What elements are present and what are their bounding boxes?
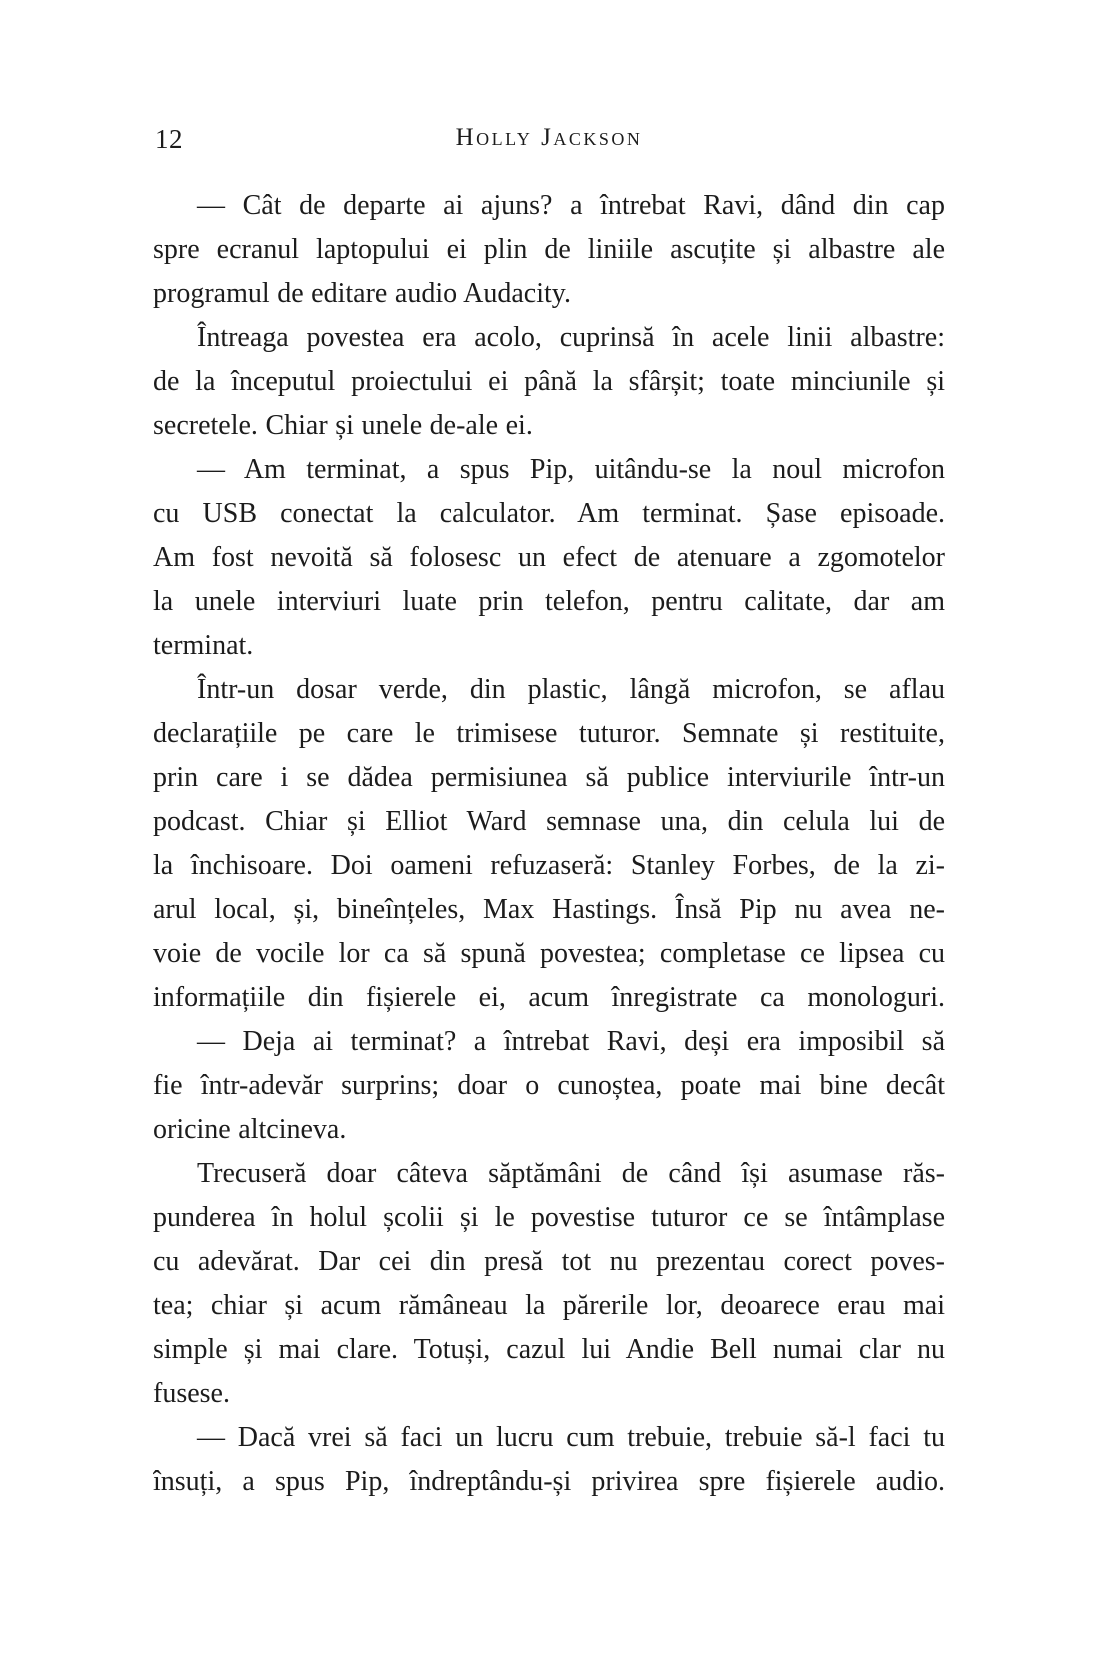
body-line: informațiile din fișierele ei, acum înregistrate ca monologuri. bbox=[153, 982, 945, 1013]
paragraph bbox=[153, 1152, 945, 1416]
paragraph bbox=[153, 1020, 945, 1152]
body-line: — Dacă vrei să faci un lucru cum trebuie, trebuie să-l faci tu bbox=[197, 1422, 945, 1453]
page-header bbox=[153, 118, 945, 160]
body-line: de la începutul proiectului ei până la sfârșit; toate minciunile și bbox=[153, 366, 945, 397]
body-line: cu USB conectat la calculator. Am terminat. Șase episoade. bbox=[153, 498, 945, 529]
body-line: — Deja ai terminat? a întrebat Ravi, deși era imposibil să bbox=[197, 1026, 945, 1057]
body-line: declarațiile pe care le trimisese tuturor. Semnate și restituite, bbox=[153, 718, 945, 749]
body-line: Într-un dosar verde, din plastic, lângă microfon, se aflau bbox=[197, 674, 945, 705]
body-line: la unele interviuri luate prin telefon, pentru calitate, dar am bbox=[153, 586, 945, 617]
paragraph bbox=[153, 316, 945, 448]
body-line: — Cât de departe ai ajuns? a întrebat Ravi, dând din cap bbox=[197, 190, 945, 221]
paragraph bbox=[153, 448, 945, 668]
body-line: — Am terminat, a spus Pip, uitându-se la noul microfon bbox=[197, 454, 945, 485]
paragraph bbox=[153, 668, 945, 1020]
body-line: tea; chiar și acum rămâneau la părerile lor, deoarece erau mai bbox=[153, 1290, 945, 1321]
body-line: Întreaga povestea era acolo, cuprinsă în acele linii albastre: bbox=[197, 322, 945, 353]
body-line: simple și mai clare. Totuși, cazul lui Andie Bell numai clar nu bbox=[153, 1334, 945, 1365]
body-line: programul de editare audio Audacity. bbox=[153, 278, 571, 309]
paragraph bbox=[153, 1416, 945, 1504]
body-line: prin care i se dădea permisiunea să publice interviurile într-un bbox=[153, 762, 945, 793]
text-body bbox=[153, 184, 945, 1504]
body-line: fie într-adevăr surprins; doar o cunoștea, poate mai bine decât bbox=[153, 1070, 945, 1101]
body-line: spre ecranul laptopului ei plin de liniile ascuțite și albastre ale bbox=[153, 234, 945, 265]
page-number: 12 bbox=[155, 124, 183, 154]
body-line: Trecuseră doar câteva săptămâni de când își asumase răs- bbox=[197, 1158, 945, 1189]
paragraph bbox=[153, 184, 945, 316]
body-line: punderea în holul școlii și le povestise tuturor ce se întâmplase bbox=[153, 1202, 945, 1233]
body-line: arul local, și, bineînțeles, Max Hastings. Însă Pip nu avea ne- bbox=[153, 894, 945, 925]
body-line: terminat. bbox=[153, 630, 254, 661]
body-line: fusese. bbox=[153, 1378, 230, 1409]
body-line: cu adevărat. Dar cei din presă tot nu prezentau corect poves- bbox=[153, 1246, 945, 1277]
body-line: podcast. Chiar și Elliot Ward semnase una, din celula lui de bbox=[153, 806, 945, 837]
body-line: voie de vocile lor ca să spună povestea; completase ce lipsea cu bbox=[153, 938, 945, 969]
body-line: oricine altcineva. bbox=[153, 1114, 347, 1145]
body-line: Am fost nevoită să folosesc un efect de atenuare a zgomotelor bbox=[153, 542, 945, 573]
body-line: la închisoare. Doi oameni refuzaseră: Stanley Forbes, de la zi- bbox=[153, 850, 945, 881]
running-title: Holly Jackson bbox=[455, 124, 643, 151]
body-line: secretele. Chiar și unele de-ale ei. bbox=[153, 410, 533, 441]
body-line: însuți, a spus Pip, îndreptându-și privirea spre fișierele audio. bbox=[153, 1466, 945, 1497]
